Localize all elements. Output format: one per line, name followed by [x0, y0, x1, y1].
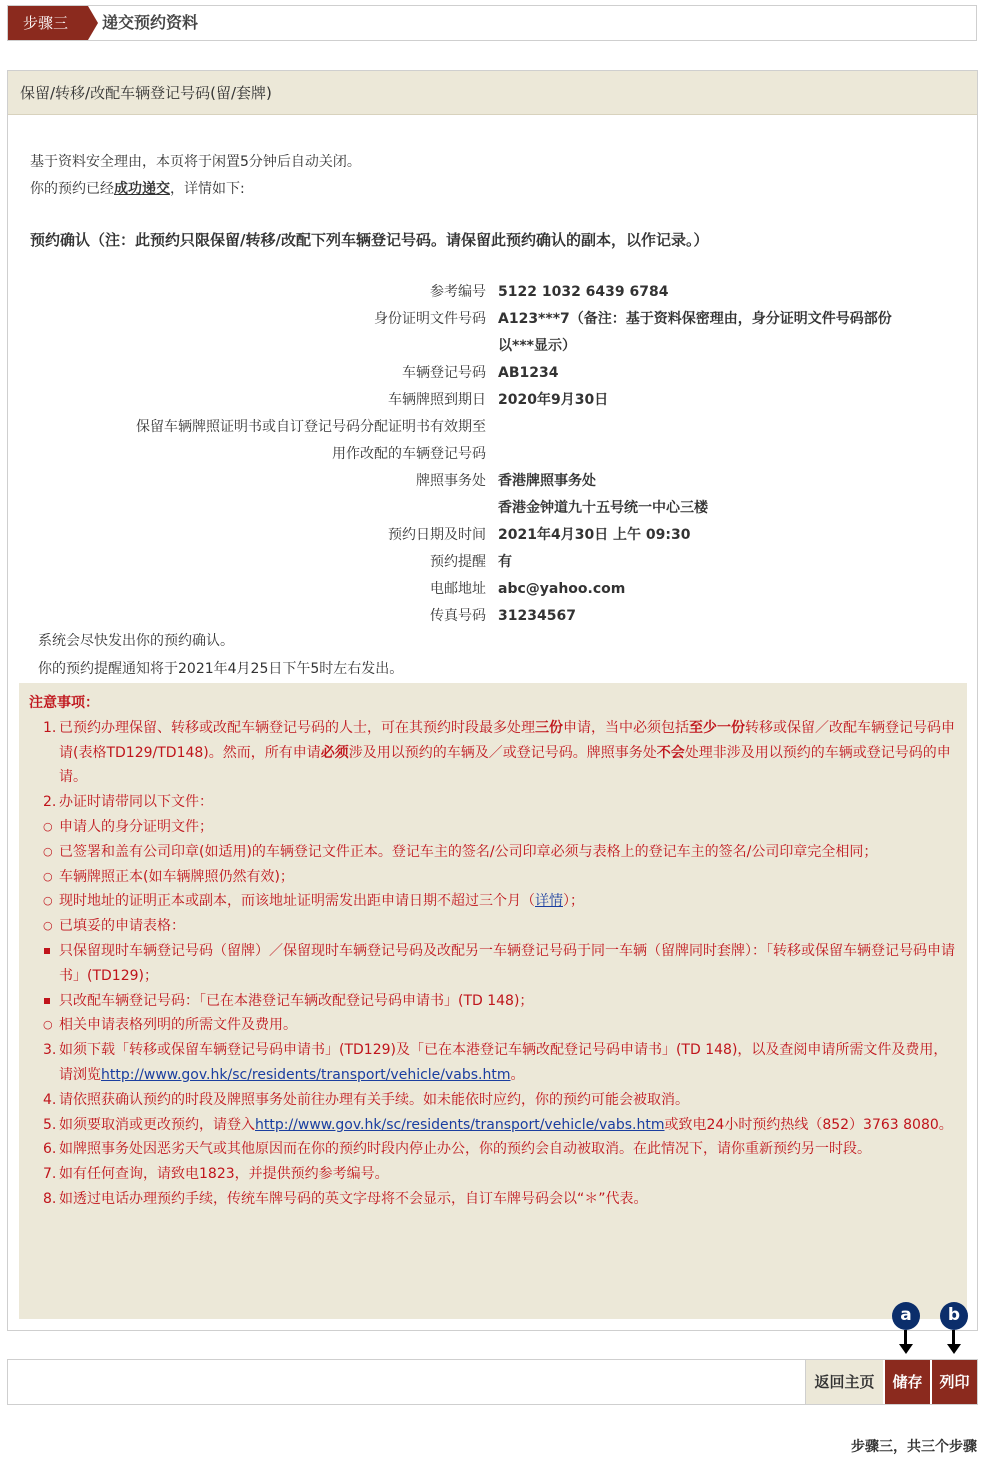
detail-value: AB1234 [498, 365, 559, 381]
notice-box [19, 683, 967, 1319]
detail-row [30, 360, 970, 387]
detail-row [30, 387, 970, 414]
detail-value [498, 441, 970, 468]
notice-text: 如透过电话办理预约手续，传统车牌号码的英文字母将不会显示，自订车牌号码会以“＊”代表。 [59, 1190, 648, 1207]
notice-text: 已签署和盖有公司印章(如适用)的车辆登记文件正本。登记车主的签名/公司印章必须与表格上的登记车主的签名/公司印章完全相同； [59, 843, 878, 860]
intro-line2-pre: 你的预约已经 [30, 181, 114, 197]
notice-bold: 不会 [656, 744, 685, 761]
notice-text: 涉及用以预约的车辆及／或登记号码。牌照事务处 [348, 744, 657, 761]
circle-bullet-icon: ○ [43, 1018, 53, 1032]
action-bar [7, 1359, 978, 1405]
save-button[interactable]: 储存 [885, 1360, 930, 1404]
notice-text: 申请人的身分证明文件； [59, 818, 213, 835]
notice-text: 如须下载「转移或保留车辆登记号码申请书」(TD129)及「已在本港登记车辆改配登记号码申请书」(TD 148)，以及查阅申请所需文件及费用，请浏览 [59, 1042, 948, 1083]
notice-text: 车辆牌照正本(如车辆牌照仍然有效)； [59, 868, 294, 885]
intro-text [30, 149, 361, 203]
detail-label: 预约日期及时间 [388, 527, 486, 543]
print-button[interactable]: 列印 [932, 1360, 977, 1404]
details-link[interactable]: 详情 [535, 893, 563, 910]
circle-bullet-icon: ○ [43, 919, 53, 933]
detail-row [30, 468, 970, 495]
detail-value [498, 414, 970, 441]
detail-row [30, 495, 970, 522]
notice-text: 。 [510, 1066, 525, 1083]
detail-value: A123***7（备注：基于资料保密理由，身分证明文件号码部份 [498, 311, 892, 327]
notice-text: 办证时请带同以下文件： [59, 794, 213, 811]
detail-label: 车辆登记号码 [402, 365, 486, 381]
arrow-b-line [952, 1330, 955, 1344]
circle-bullet-icon: ○ [43, 819, 53, 833]
marker-b-icon: b [940, 1302, 968, 1330]
notice-bullet [29, 840, 957, 865]
notice-text: ）； [563, 893, 584, 910]
detail-label: 传真号码 [430, 608, 486, 624]
system-notes [38, 627, 403, 683]
system-note: 系统会尽快发出你的预约确认。 [38, 633, 234, 649]
detail-value: 香港金钟道九十五号统一中心三楼 [498, 500, 708, 516]
detail-value: 香港牌照事务处 [498, 473, 596, 489]
intro-line1: 基于资料安全理由，本页将于闲置5分钟后自动关闭。 [30, 154, 361, 170]
notice-item [29, 1137, 957, 1162]
notice-text: 只保留现时车辆登记号码（留牌）／保留现时车辆登记号码及改配另一车辆登记号码于同一车辆（留牌同时套牌）：「转移或保留车辆登记号码申请书」(TD129)； [59, 942, 955, 984]
detail-row [30, 414, 970, 441]
detail-row [30, 333, 970, 360]
notice-number: 8. [43, 1190, 57, 1207]
notice-number: 6. [43, 1141, 57, 1158]
notice-bullet [29, 1013, 957, 1038]
notice-number: 2. [43, 794, 57, 811]
notice-bold: 三份 [535, 719, 563, 736]
notice-text: 申请，当中必须包括 [563, 719, 689, 736]
step-header [7, 5, 977, 41]
notice-bullet [29, 914, 957, 939]
notice-item [29, 1038, 957, 1088]
notice-text: 只改配车辆登记号码：「已在本港登记车辆改配登记号码申请书」(TD 148)； [59, 992, 534, 1009]
notice-text: 已预约办理保留、转移或改配车辆登记号码的人士，可在其预约时段最多处理 [59, 719, 535, 736]
detail-value: 以***显示） [498, 338, 576, 354]
circle-bullet-icon: ○ [43, 844, 53, 858]
notice-text: 现时地址的证明正本或副本，而该地址证明需发出距申请日期不超过三个月（ [59, 893, 535, 910]
notice-bold: 必须 [320, 744, 349, 761]
notice-text: 如须要取消或更改预约，请登入 [59, 1116, 255, 1133]
gov-website-link[interactable]: http://www.gov.hk/sc/residents/transport/vehicle/vabs.htm [255, 1116, 665, 1133]
detail-row [30, 522, 970, 549]
detail-value: 31234567 [498, 608, 576, 624]
notice-text: 请依照获确认预约的时段及牌照事务处前往办理有关手续。如未能依时应约，你的预约可能会被取消。 [59, 1091, 689, 1108]
notice-item [29, 1187, 957, 1212]
notice-text: 转移或保留／改配车辆登记号码申请(表格TD129/TD148)。然而，所有申请 [59, 719, 955, 761]
booking-panel [7, 70, 978, 1331]
home-button[interactable]: 返回主页 [805, 1360, 883, 1404]
notice-item [29, 716, 957, 790]
notice-number: 5. [43, 1116, 57, 1133]
detail-label [30, 333, 498, 360]
detail-label: 参考编号 [430, 284, 486, 300]
notice-item [29, 1088, 957, 1113]
notice-number: 1. [43, 719, 57, 736]
notice-bullet [29, 815, 957, 840]
detail-label: 电邮地址 [430, 581, 486, 597]
detail-label: 保留车辆牌照证明书或自订登记号码分配证明书有效期至 [136, 419, 486, 435]
panel-title: 保留/转移/改配车辆登记号码(留/套牌) [8, 71, 977, 115]
intro-line2-bold: 成功递交 [114, 181, 170, 197]
detail-row [30, 441, 970, 468]
notice-text: 如牌照事务处因恶劣天气或其他原因而在你的预约时段内停止办公，你的预约会自动被取消。在此情况下，请你重新预约另一时段。 [59, 1141, 871, 1158]
detail-value: 5122 1032 6439 6784 [498, 284, 669, 300]
detail-value: 2020年9月30日 [498, 392, 609, 408]
detail-row [30, 279, 970, 306]
notice-item [29, 1162, 957, 1187]
arrow-a-line [904, 1330, 907, 1344]
circle-bullet-icon: ○ [43, 894, 53, 908]
detail-label: 预约提醒 [430, 554, 486, 570]
step-badge: 步骤三 [8, 6, 88, 40]
detail-row [30, 306, 970, 333]
square-bullet-icon [44, 998, 50, 1004]
circle-bullet-icon: ○ [43, 869, 53, 883]
notice-bullet [29, 889, 957, 914]
notice-text: 或致电24小时预约热线（852）3763 8080。 [664, 1116, 953, 1133]
detail-label: 身份证明文件号码 [374, 311, 486, 327]
square-bullet-icon [44, 948, 50, 954]
step-footer: 步骤三，共三个步骤 [851, 1439, 977, 1455]
detail-value: abc@yahoo.com [498, 581, 626, 597]
detail-label: 车辆牌照到期日 [388, 392, 486, 408]
detail-row [30, 549, 970, 576]
notice-subbullet [29, 939, 957, 989]
notice-bullet [29, 865, 957, 890]
step-title: 递交预约资料 [102, 13, 199, 32]
gov-website-link[interactable]: http://www.gov.hk/sc/residents/transport/vehicle/vabs.htm [101, 1066, 511, 1083]
notice-bold: 至少一份 [689, 719, 745, 736]
notice-number: 4. [43, 1091, 57, 1108]
notice-subbullet [29, 989, 957, 1014]
intro-line2-post: ，详情如下: [170, 181, 245, 197]
detail-row [30, 603, 970, 630]
marker-a-icon: a [892, 1302, 920, 1330]
intro-line2 [30, 176, 361, 203]
detail-value: 2021年4月30日 上午 09:30 [498, 527, 691, 543]
notice-title: 注意事项： [29, 695, 99, 711]
booking-details [30, 279, 970, 630]
notice-number: 3. [43, 1042, 57, 1059]
confirmation-title: 预约确认（注：此预约只限保留/转移/改配下列车辆登记号码。请保留此预约确认的副本，以作记录。） [30, 231, 709, 249]
notice-text: 处理非涉及用以预约的车辆或登记号码的申请。 [59, 744, 951, 786]
notice-text: 如有任何查询，请致电1823，并提供预约参考编号。 [59, 1166, 389, 1183]
notice-item [29, 790, 957, 815]
notice-item [29, 1113, 957, 1138]
arrow-down-icon [947, 1344, 961, 1354]
detail-value: 有 [498, 554, 512, 570]
detail-label: 用作改配的车辆登记号码 [332, 446, 486, 462]
detail-label [30, 495, 498, 522]
detail-label: 牌照事务处 [416, 473, 486, 489]
notice-text: 相关申请表格列明的所需文件及费用。 [59, 1017, 297, 1034]
arrow-down-icon [899, 1344, 913, 1354]
system-note: 你的预约提醒通知将于2021年4月25日下午5时左右发出。 [38, 661, 404, 677]
notice-text: 已填妥的申请表格： [59, 918, 185, 935]
detail-row [30, 576, 970, 603]
notice-number: 7. [43, 1166, 57, 1183]
